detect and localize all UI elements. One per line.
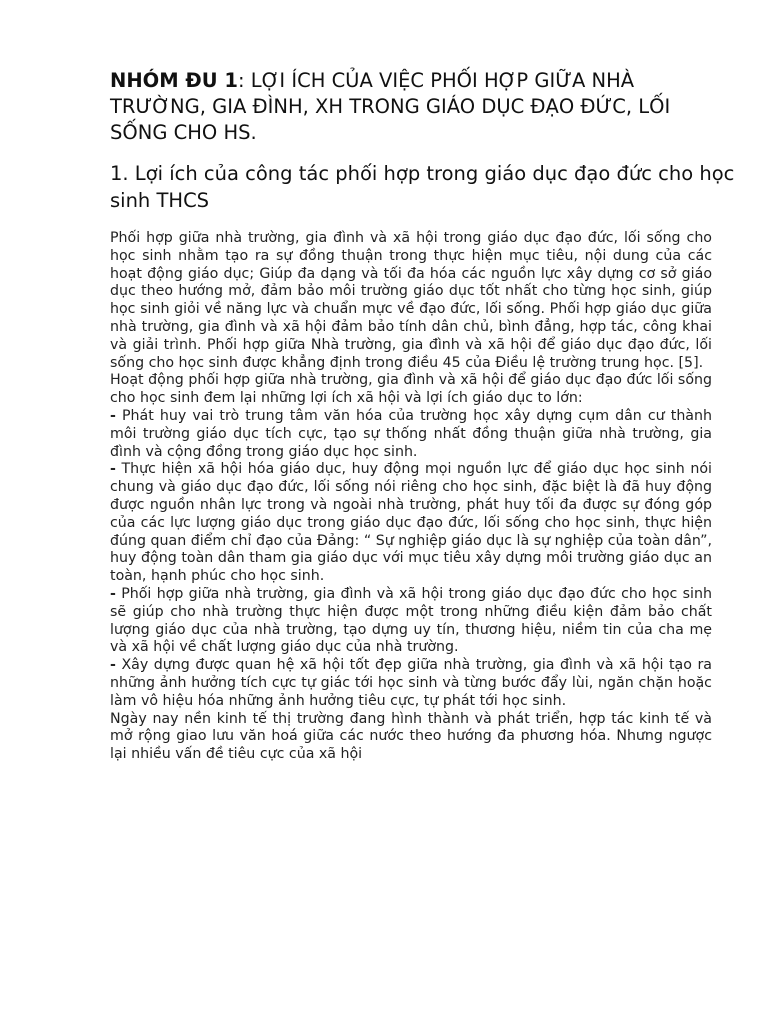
document-body bbox=[110, 230, 712, 764]
bullet-text: Phát huy vai trò trung tâm văn hóa của trường học xây dựng cụm dân cư thành môi trường giáo dục tích cực, tạo sự thống nhất đồng thuận giữa nhà trường, gia đình và cộng đồng trong giáo dục học sinh. bbox=[110, 407, 712, 460]
bullet-text: Phối hợp giữa nhà trường, gia đình và xã hội trong giáo dục đạo đức cho học sinh sẽ giúp cho nhà trường thực hiện được một trong những điều kiện đảm bảo chất lượng giáo dục của nhà trường, tạo dựng uy tín, thương hiệu, niềm tin của cha mẹ và xã hội về chất lượng giáo dục của nhà trường. bbox=[110, 585, 712, 656]
bullet-item bbox=[110, 657, 712, 710]
bullet-item bbox=[110, 408, 712, 461]
bullet-dash: - bbox=[110, 657, 116, 674]
page-heading bbox=[110, 68, 710, 146]
paragraph: Phối hợp giữa nhà trường, gia đình và xã hội trong giáo dục đạo đức, lối sống cho học sinh nhằm tạo ra sự đồng thuận trong thực hiện mục tiêu, nội dung của các hoạt động giáo dục; Giúp đa dạng và tối đa hóa các nguồn lực xây dựng cơ sở giáo dục theo hướng mở, đảm bảo môi trường giáo dục tốt nhất cho từng học sinh, giúp học sinh giỏi về năng lực và chuẩn mực về đạo đức, lối sống. Phối hợp giáo dục giữa nhà trường, gia đình và xã hội đảm bảo tính dân chủ, bình đẳng, hợp tác, công khai và giải trình. Phối hợp giữa Nhà trường, gia đình và xã hội để giáo dục đạo đức, lối sống cho học sinh được khẳng định trong điều 45 của Điều lệ trường trung học. [5]. bbox=[110, 230, 712, 371]
bullet-item bbox=[110, 461, 712, 586]
section-title: 1. Lợi ích của công tác phối hợp trong giáo dục đạo đức cho học sinh THCS bbox=[110, 162, 735, 212]
paragraph: Ngày nay nền kinh tế thị trường đang hình thành và phát triển, hợp tác kinh tế và mở rộng giao lưu văn hoá giữa các nước theo hướng đa phương hóa. Nhưng ngược lại nhiều vấn đề tiêu cực của xã hội bbox=[110, 710, 712, 763]
heading-title: : LỢI ÍCH CỦA VIỆC PHỐI HỢP GIỮA NHÀ TRƯỜNG, GIA ĐÌNH, XH TRONG GIÁO DỤC ĐẠO ĐỨC, LỐI SỐNG CHO HS. bbox=[110, 69, 671, 144]
group-label: NHÓM ĐU 1 bbox=[110, 69, 238, 92]
bullet-dash: - bbox=[110, 461, 116, 478]
bullet-dash: - bbox=[110, 585, 116, 602]
bullet-text: Xây dựng được quan hệ xã hội tốt đẹp giữa nhà trường, gia đình và xã hội tạo ra những ảnh hưởng tích cực tự giác tới học sinh và từng bước đẩy lùi, ngăn chặn hoặc làm vô hiệu hóa những ảnh hưởng tiêu cực, tự phát tới học sinh. bbox=[110, 657, 712, 709]
bullet-text: Thực hiện xã hội hóa giáo dục, huy động mọi nguồn lực để giáo dục học sinh nói chung và giáo dục đạo đức, lối sống nói riêng cho học sinh, đặc biệt là đã huy động được nguồn nhân lực trong và ngoài nhà trường, phát huy tối đa được sự đóng góp của các lực lượng giáo dục trong giáo dục đạo đức, lối sống cho học sinh, thực hiện đúng quan điểm chỉ đạo của Đảng: “ Sự nghiệp giáo dục là sự nghiệp của toàn dân”, huy động toàn dân tham gia giáo dục với mục tiêu xây dựng môi trường giáo dục an toàn, hạnh phúc cho học sinh. bbox=[110, 461, 712, 585]
bullet-item bbox=[110, 586, 712, 657]
bullet-dash: - bbox=[110, 407, 116, 424]
paragraph: Hoạt động phối hợp giữa nhà trường, gia đình và xã hội để giáo dục đạo đức lối sống cho học sinh đem lại những lợi ích xã hội và lợi ích giáo dục to lớn: bbox=[110, 372, 712, 407]
